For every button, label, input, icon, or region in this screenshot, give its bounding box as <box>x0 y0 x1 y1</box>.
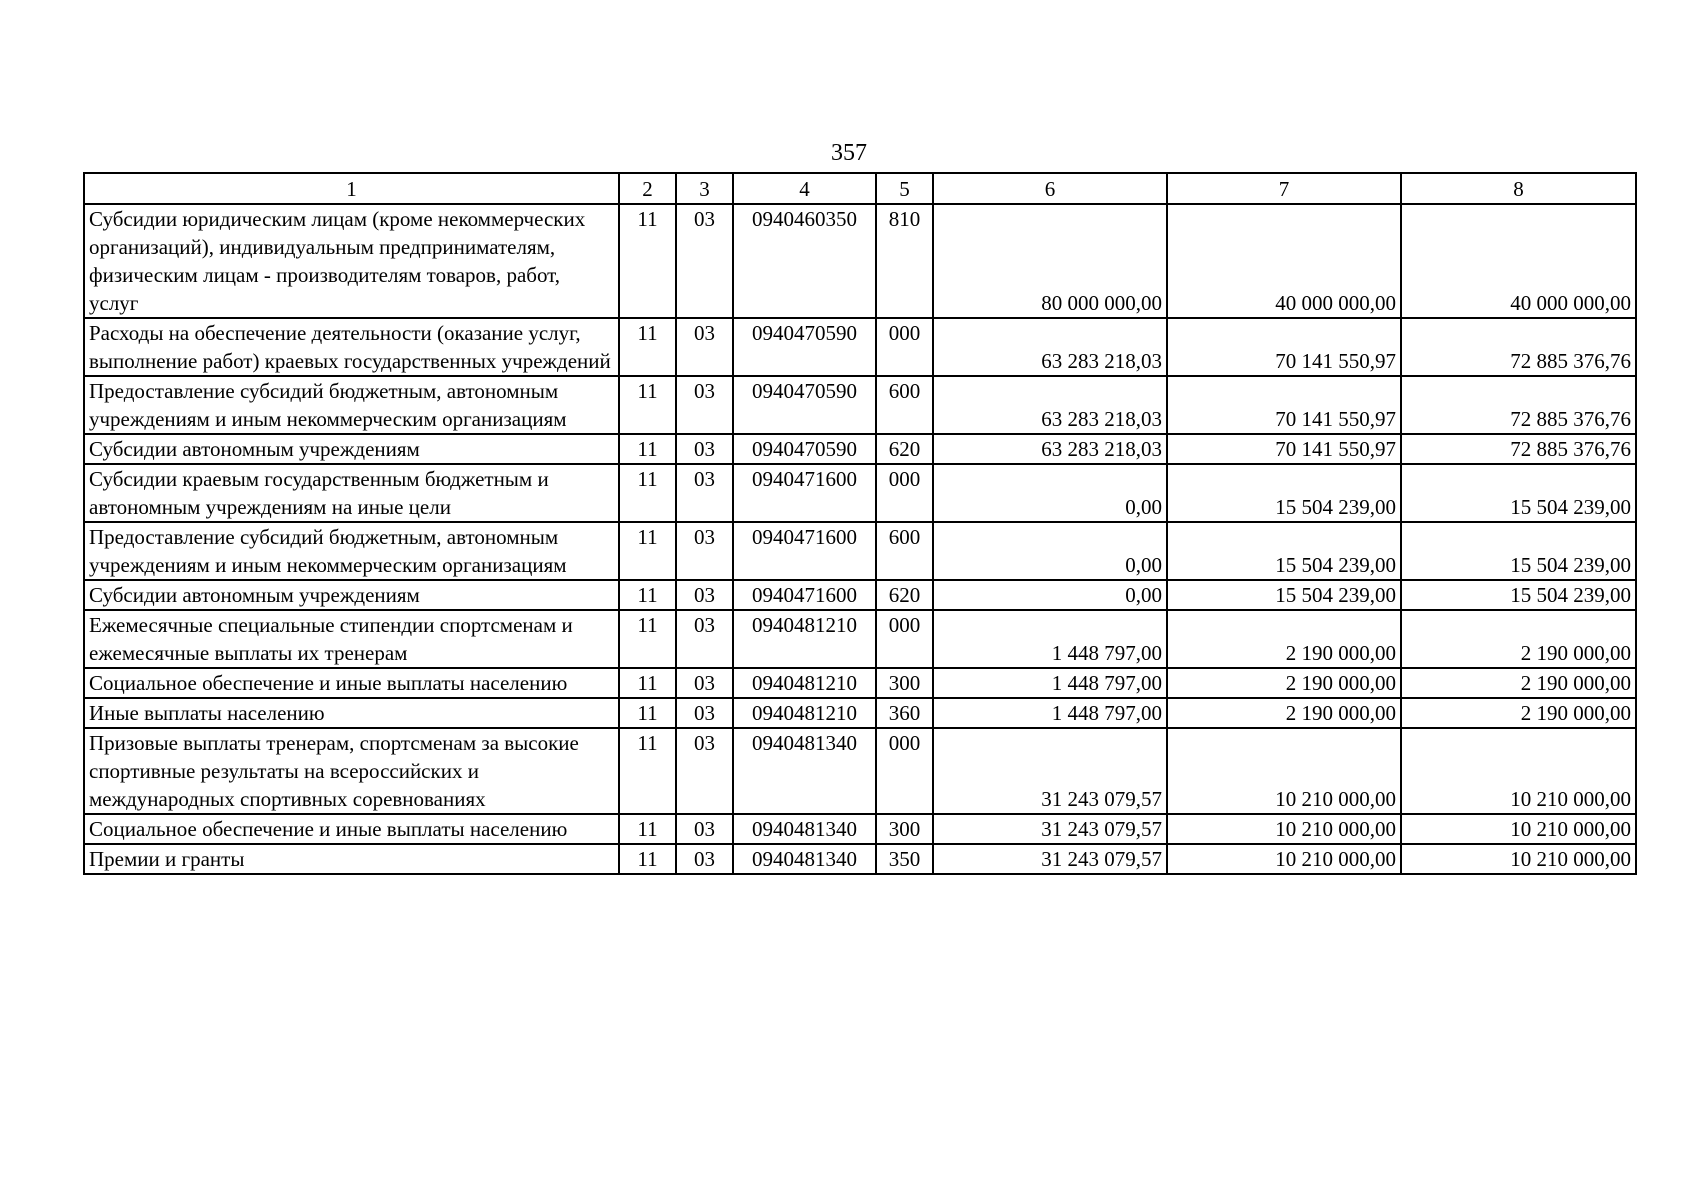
amount-col-8: 2 190 000,00 <box>1401 668 1636 698</box>
section-code: 11 <box>619 204 676 318</box>
table-row <box>84 522 1636 580</box>
table-row <box>84 376 1636 434</box>
expense-type-code: 620 <box>876 580 933 610</box>
section-code: 11 <box>619 668 676 698</box>
section-code: 11 <box>619 698 676 728</box>
amount-col-8: 2 190 000,00 <box>1401 698 1636 728</box>
section-code: 11 <box>619 464 676 522</box>
subsection-code: 03 <box>676 580 733 610</box>
row-name: Расходы на обеспечение деятельности (оказание услуг, выполнение работ) краевых государственных учреждений <box>84 318 619 376</box>
amount-col-6: 0,00 <box>933 522 1167 580</box>
amount-col-7: 10 210 000,00 <box>1167 844 1401 874</box>
row-name: Призовые выплаты тренерам, спортсменам за высокие спортивные результаты на всероссийских и международных спортивных соревнованиях <box>84 728 619 814</box>
subsection-code: 03 <box>676 844 733 874</box>
table-row <box>84 814 1636 844</box>
row-name: Предоставление субсидий бюджетным, автономным учреждениям и иным некоммерческим организациям <box>84 376 619 434</box>
amount-col-7: 15 504 239,00 <box>1167 580 1401 610</box>
header-cell: 5 <box>876 173 933 204</box>
amount-col-7: 70 141 550,97 <box>1167 318 1401 376</box>
target-article-code: 0940471600 <box>733 522 876 580</box>
target-article-code: 0940481340 <box>733 814 876 844</box>
amount-col-8: 40 000 000,00 <box>1401 204 1636 318</box>
target-article-code: 0940471600 <box>733 464 876 522</box>
target-article-code: 0940460350 <box>733 204 876 318</box>
amount-col-8: 10 210 000,00 <box>1401 844 1636 874</box>
section-code: 11 <box>619 376 676 434</box>
amount-col-8: 10 210 000,00 <box>1401 728 1636 814</box>
amount-col-8: 2 190 000,00 <box>1401 610 1636 668</box>
header-cell: 3 <box>676 173 733 204</box>
target-article-code: 0940470590 <box>733 434 876 464</box>
table-body <box>84 204 1636 874</box>
expense-type-code: 810 <box>876 204 933 318</box>
amount-col-7: 10 210 000,00 <box>1167 814 1401 844</box>
subsection-code: 03 <box>676 434 733 464</box>
section-code: 11 <box>619 728 676 814</box>
header-cell: 2 <box>619 173 676 204</box>
table-row <box>84 204 1636 318</box>
amount-col-6: 1 448 797,00 <box>933 668 1167 698</box>
subsection-code: 03 <box>676 204 733 318</box>
expense-type-code: 000 <box>876 318 933 376</box>
amount-col-8: 10 210 000,00 <box>1401 814 1636 844</box>
table-row <box>84 844 1636 874</box>
amount-col-6: 31 243 079,57 <box>933 728 1167 814</box>
row-name: Предоставление субсидий бюджетным, автономным учреждениям и иным некоммерческим организациям <box>84 522 619 580</box>
amount-col-6: 0,00 <box>933 580 1167 610</box>
budget-table <box>83 172 1637 875</box>
subsection-code: 03 <box>676 814 733 844</box>
amount-col-7: 15 504 239,00 <box>1167 464 1401 522</box>
table-row <box>84 668 1636 698</box>
row-name: Субсидии автономным учреждениям <box>84 580 619 610</box>
row-name: Ежемесячные специальные стипендии спортсменам и ежемесячные выплаты их тренерам <box>84 610 619 668</box>
target-article-code: 0940471600 <box>733 580 876 610</box>
expense-type-code: 360 <box>876 698 933 728</box>
subsection-code: 03 <box>676 728 733 814</box>
amount-col-8: 15 504 239,00 <box>1401 580 1636 610</box>
amount-col-8: 15 504 239,00 <box>1401 522 1636 580</box>
header-cell: 1 <box>84 173 619 204</box>
section-code: 11 <box>619 580 676 610</box>
amount-col-7: 15 504 239,00 <box>1167 522 1401 580</box>
expense-type-code: 600 <box>876 376 933 434</box>
target-article-code: 0940481340 <box>733 728 876 814</box>
target-article-code: 0940481210 <box>733 610 876 668</box>
subsection-code: 03 <box>676 376 733 434</box>
section-code: 11 <box>619 610 676 668</box>
amount-col-7: 2 190 000,00 <box>1167 668 1401 698</box>
expense-type-code: 000 <box>876 610 933 668</box>
amount-col-7: 10 210 000,00 <box>1167 728 1401 814</box>
expense-type-code: 300 <box>876 668 933 698</box>
amount-col-7: 2 190 000,00 <box>1167 698 1401 728</box>
table-row <box>84 728 1636 814</box>
expense-type-code: 000 <box>876 728 933 814</box>
amount-col-6: 31 243 079,57 <box>933 814 1167 844</box>
amount-col-8: 72 885 376,76 <box>1401 376 1636 434</box>
section-code: 11 <box>619 318 676 376</box>
row-name: Субсидии автономным учреждениям <box>84 434 619 464</box>
header-cell: 7 <box>1167 173 1401 204</box>
subsection-code: 03 <box>676 698 733 728</box>
amount-col-8: 15 504 239,00 <box>1401 464 1636 522</box>
target-article-code: 0940470590 <box>733 376 876 434</box>
table-row <box>84 464 1636 522</box>
amount-col-6: 63 283 218,03 <box>933 376 1167 434</box>
header-cell: 6 <box>933 173 1167 204</box>
amount-col-6: 63 283 218,03 <box>933 434 1167 464</box>
section-code: 11 <box>619 434 676 464</box>
expense-type-code: 350 <box>876 844 933 874</box>
amount-col-6: 31 243 079,57 <box>933 844 1167 874</box>
amount-col-6: 1 448 797,00 <box>933 610 1167 668</box>
expense-type-code: 300 <box>876 814 933 844</box>
header-row <box>84 173 1636 204</box>
amount-col-8: 72 885 376,76 <box>1401 318 1636 376</box>
target-article-code: 0940470590 <box>733 318 876 376</box>
row-name: Премии и гранты <box>84 844 619 874</box>
amount-col-6: 1 448 797,00 <box>933 698 1167 728</box>
subsection-code: 03 <box>676 522 733 580</box>
row-name: Субсидии краевым государственным бюджетным и автономным учреждениям на иные цели <box>84 464 619 522</box>
target-article-code: 0940481210 <box>733 668 876 698</box>
table-row <box>84 698 1636 728</box>
target-article-code: 0940481340 <box>733 844 876 874</box>
table-row <box>84 580 1636 610</box>
amount-col-7: 70 141 550,97 <box>1167 434 1401 464</box>
header-cell: 4 <box>733 173 876 204</box>
subsection-code: 03 <box>676 318 733 376</box>
expense-type-code: 600 <box>876 522 933 580</box>
section-code: 11 <box>619 814 676 844</box>
section-code: 11 <box>619 522 676 580</box>
expense-type-code: 620 <box>876 434 933 464</box>
row-name: Иные выплаты населению <box>84 698 619 728</box>
row-name: Субсидии юридическим лицам (кроме некоммерческих организаций), индивидуальным предпринимателям, физическим лицам - производителям товаров, работ, услуг <box>84 204 619 318</box>
row-name: Социальное обеспечение и иные выплаты населению <box>84 668 619 698</box>
row-name: Социальное обеспечение и иные выплаты населению <box>84 814 619 844</box>
section-code: 11 <box>619 844 676 874</box>
amount-col-7: 40 000 000,00 <box>1167 204 1401 318</box>
page-number: 357 <box>831 140 867 166</box>
amount-col-8: 72 885 376,76 <box>1401 434 1636 464</box>
subsection-code: 03 <box>676 668 733 698</box>
header-cell: 8 <box>1401 173 1636 204</box>
subsection-code: 03 <box>676 464 733 522</box>
table-row <box>84 434 1636 464</box>
amount-col-7: 2 190 000,00 <box>1167 610 1401 668</box>
table-row <box>84 610 1636 668</box>
amount-col-7: 70 141 550,97 <box>1167 376 1401 434</box>
amount-col-6: 0,00 <box>933 464 1167 522</box>
target-article-code: 0940481210 <box>733 698 876 728</box>
amount-col-6: 63 283 218,03 <box>933 318 1167 376</box>
amount-col-6: 80 000 000,00 <box>933 204 1167 318</box>
expense-type-code: 000 <box>876 464 933 522</box>
subsection-code: 03 <box>676 610 733 668</box>
table-row <box>84 318 1636 376</box>
